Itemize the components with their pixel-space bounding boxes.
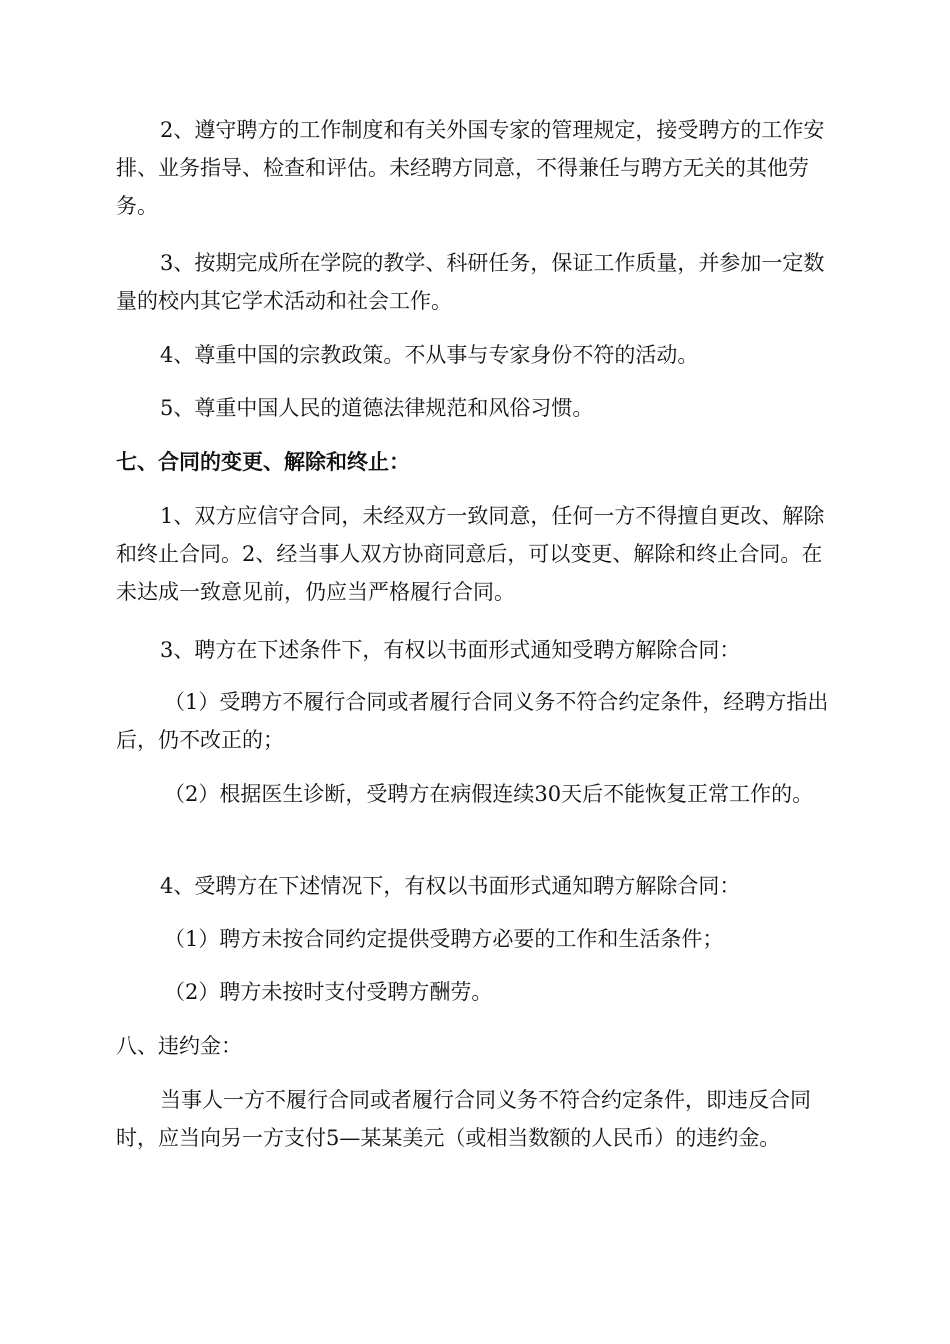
clause-7-item-4-sub-1: （1）聘方未按合同约定提供受聘方必要的工作和生活条件； bbox=[164, 927, 724, 951]
clause-8-text: 当事人一方不履行合同或者履行合同义务不符合约定条件，即违反合同时，应当向另一方支付5—某某美元（或相当数额的人民币）的违约金。 bbox=[116, 1088, 811, 1150]
clause-7-item-4-sub-2: （2）聘方未按时支付受聘方酬劳。 bbox=[164, 980, 493, 1004]
clause-6-item-5: 5、尊重中国人民的道德法律规范和风俗习惯。 bbox=[160, 396, 594, 420]
clause-6-item-2: 2、遵守聘方的工作制度和有关外国专家的管理规定，接受聘方的工作安排、业务指导、检查和评估。未经聘方同意，不得兼任与聘方无关的其他劳务。 bbox=[116, 118, 825, 218]
clause-7-item-1-2: 1、双方应信守合同，未经双方一致同意，任何一方不得擅自更改、解除和终止合同。2、经当事人双方协商同意后，可以变更、解除和终止合同。在未达成一致意见前，仍应当严格履行合同。 bbox=[116, 504, 825, 604]
section-heading-8: 八、违约金： bbox=[116, 1034, 242, 1058]
clause-7-item-4: 4、受聘方在下述情况下，有权以书面形式通知聘方解除合同： bbox=[160, 874, 741, 898]
clause-6-item-3: 3、按期完成所在学院的教学、科研任务，保证工作质量，并参加一定数量的校内其它学术活动和社会工作。 bbox=[116, 251, 825, 313]
clause-7-item-3: 3、聘方在下述条件下，有权以书面形式通知受聘方解除合同： bbox=[160, 638, 741, 662]
clause-7-item-3-sub-2: （2）根据医生诊断，受聘方在病假连续30天后不能恢复正常工作的。 bbox=[164, 782, 814, 806]
section-heading-7: 七、合同的变更、解除和终止： bbox=[116, 450, 410, 474]
clause-6-item-4: 4、尊重中国的宗教政策。不从事与专家身份不符的活动。 bbox=[160, 343, 699, 367]
clause-7-item-3-sub-1: （1）受聘方不履行合同或者履行合同义务不符合约定条件，经聘方指出后，仍不改正的； bbox=[116, 690, 829, 752]
